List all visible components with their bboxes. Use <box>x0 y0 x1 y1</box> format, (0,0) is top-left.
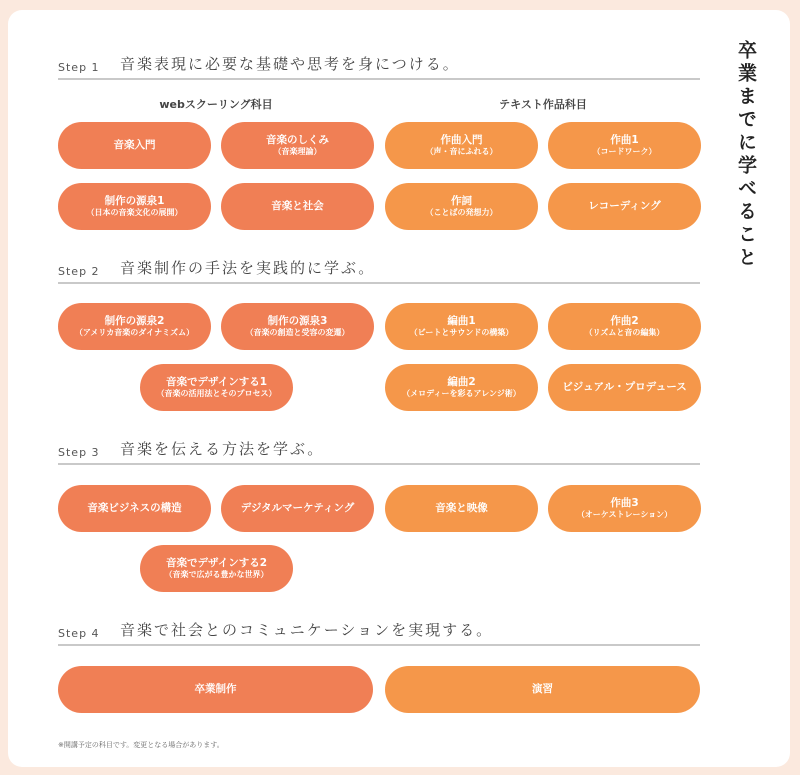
course-pill[interactable] <box>221 122 374 169</box>
course-subtitle: （日本の音楽文化の展開） <box>86 208 183 218</box>
course-pill[interactable] <box>221 485 374 532</box>
course-name: 音楽ビジネスの構造 <box>87 501 182 514</box>
course-subtitle: （リズムと音の編集） <box>584 328 665 338</box>
course-pill[interactable] <box>58 303 211 350</box>
course-pill[interactable] <box>221 303 374 350</box>
course-name: 制作の源泉1 <box>104 194 165 207</box>
course-name: 音楽と社会 <box>271 199 324 212</box>
step1-heading <box>58 52 700 80</box>
course-pill[interactable] <box>385 122 538 169</box>
course-name: 作曲3 <box>610 496 639 509</box>
course-name: 作詞 <box>451 194 472 207</box>
course-subtitle: （コードワーク） <box>592 147 657 157</box>
step-number: Step 2 <box>58 265 100 278</box>
course-pill[interactable] <box>140 364 293 411</box>
course-pill[interactable] <box>548 122 701 169</box>
course-pill[interactable] <box>221 183 374 230</box>
course-subtitle: （ビートとサウンドの構築） <box>409 328 514 338</box>
footnote: ※開講予定の科目です。変更となる場合があります。 <box>58 741 224 749</box>
step-text: 音楽表現に必要な基礎や思考を身につける。 <box>120 55 460 73</box>
course-name: 制作の源泉3 <box>267 314 328 327</box>
course-subtitle: （声・音にふれる） <box>425 147 498 157</box>
course-name: 作曲2 <box>610 314 639 327</box>
course-pill[interactable] <box>385 183 538 230</box>
column-header-text: テキスト作品科目 <box>499 98 587 111</box>
step-text: 音楽を伝える方法を学ぶ。 <box>120 440 325 458</box>
course-name: 演習 <box>532 682 553 695</box>
course-name: 作曲1 <box>610 133 639 146</box>
course-subtitle: （音楽理論） <box>273 147 322 157</box>
course-subtitle: （ことばの発想力） <box>425 208 498 218</box>
course-subtitle: （メロディーを彩るアレンジ術） <box>402 389 521 399</box>
course-pill[interactable] <box>58 485 211 532</box>
course-pill[interactable] <box>385 364 538 411</box>
course-name: 音楽と映像 <box>435 501 488 514</box>
page-title: 卒業までに学べること <box>735 40 757 270</box>
step-number: Step 3 <box>58 446 100 459</box>
course-name: 音楽でデザインする2 <box>165 556 268 569</box>
course-pill[interactable] <box>548 485 701 532</box>
course-pill-wide[interactable] <box>385 666 700 713</box>
course-pill[interactable] <box>140 545 293 592</box>
step-text: 音楽で社会とのコミュニケーションを実現する。 <box>120 621 494 639</box>
course-subtitle: （音楽の活用法とそのプロセス） <box>156 389 277 399</box>
column-header-web: webスクーリング科目 <box>159 98 273 111</box>
course-name: 制作の源泉2 <box>104 314 165 327</box>
step-number: Step 4 <box>58 627 100 640</box>
course-subtitle: （オーケストレーション） <box>576 510 673 520</box>
course-name: レコーディング <box>588 199 661 212</box>
course-name: 作曲入門 <box>440 133 483 146</box>
step-text: 音楽制作の手法を実践的に学ぶ。 <box>120 259 376 277</box>
course-name: 音楽入門 <box>113 138 156 151</box>
course-subtitle: （音楽で広がる豊かな世界） <box>164 570 269 580</box>
course-pill[interactable] <box>58 122 211 169</box>
course-name: デジタルマーケティング <box>240 501 355 514</box>
course-pill[interactable] <box>58 183 211 230</box>
course-name: 編曲1 <box>447 314 476 327</box>
course-pill[interactable] <box>548 364 701 411</box>
course-name: ビジュアル・プロデュース <box>562 380 687 393</box>
course-name: 音楽のしくみ <box>266 133 329 146</box>
step3-heading <box>58 437 700 465</box>
course-pill[interactable] <box>548 183 701 230</box>
course-pill[interactable] <box>385 303 538 350</box>
step4-heading <box>58 618 700 646</box>
course-pill-wide[interactable] <box>58 666 373 713</box>
step2-heading <box>58 256 700 284</box>
course-subtitle: （音楽の創造と受容の変遷） <box>245 328 350 338</box>
course-name: 卒業制作 <box>194 682 237 695</box>
course-name: 編曲2 <box>447 375 476 388</box>
course-subtitle: （アメリカ音楽のダイナミズム） <box>74 328 195 338</box>
course-pill[interactable] <box>548 303 701 350</box>
course-pill[interactable] <box>385 485 538 532</box>
step-number: Step 1 <box>58 61 100 74</box>
course-name: 音楽でデザインする1 <box>165 375 268 388</box>
